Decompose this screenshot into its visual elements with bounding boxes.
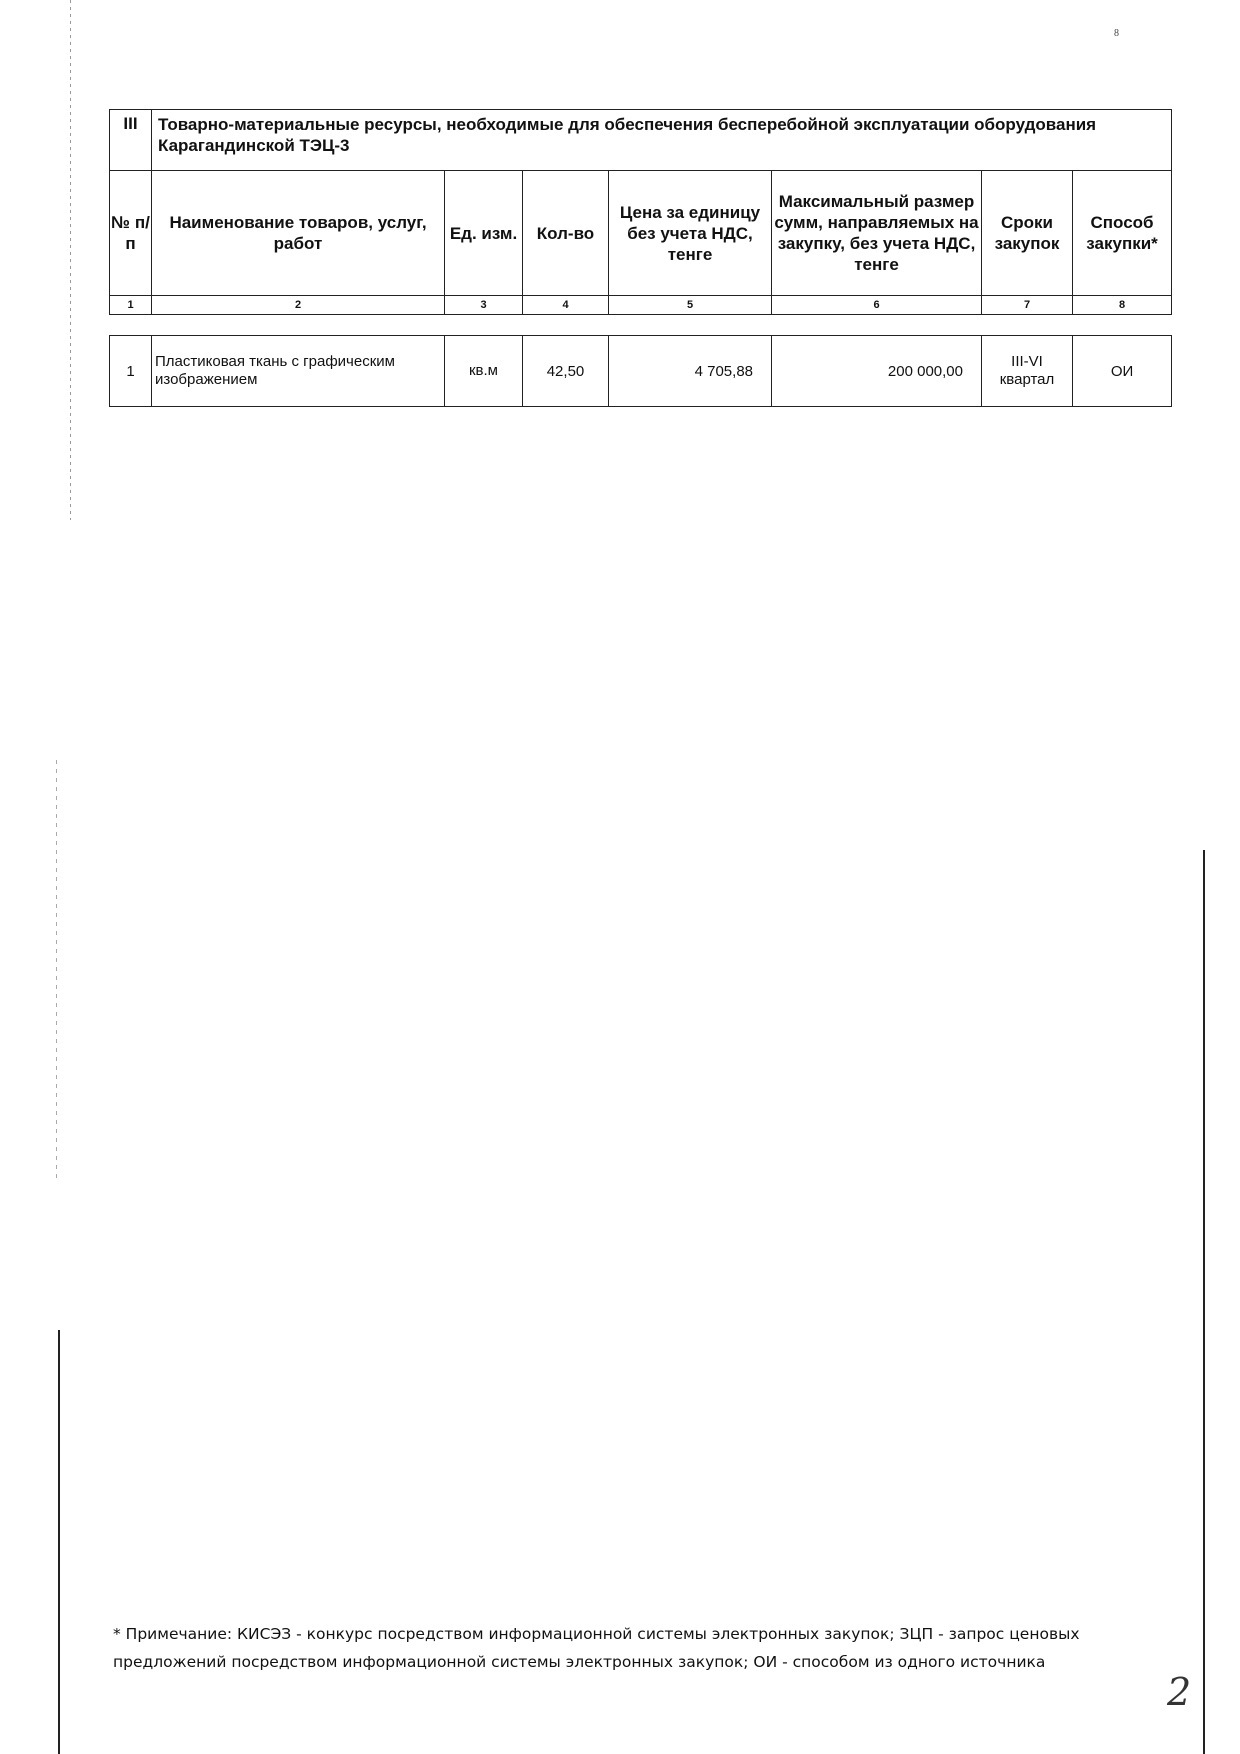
row-total: 200 000,00 xyxy=(772,336,982,407)
header-method: Способ закупки* xyxy=(1073,171,1172,296)
header-name: Наименование товаров, услуг, работ xyxy=(152,171,445,296)
section-header-row xyxy=(110,110,1172,171)
spacer-cell xyxy=(110,315,1172,336)
header-price: Цена за единицу без учета НДС, тенге xyxy=(609,171,772,296)
row-method: ОИ xyxy=(1073,336,1172,407)
binding-line xyxy=(56,760,57,1180)
table-row xyxy=(110,336,1172,407)
row-num: 1 xyxy=(110,336,152,407)
binding-line xyxy=(58,1330,60,1754)
binding-line xyxy=(70,0,71,520)
row-price: 4 705,88 xyxy=(609,336,772,407)
spacer-row xyxy=(110,315,1172,336)
header-unit: Ед. изм. xyxy=(445,171,523,296)
column-number: 5 xyxy=(609,296,772,315)
row-name: Пластиковая ткань с графическим изображением xyxy=(152,336,445,407)
column-number: 3 xyxy=(445,296,523,315)
section-title: Товарно-материальные ресурсы, необходимые для обеспечения бесперебойной эксплуатации оборудования Карагандинской ТЭЦ-3 xyxy=(152,110,1172,171)
column-number: 2 xyxy=(152,296,445,315)
footnote: * Примечание: КИСЭЗ - конкурс посредством информационной системы электронных закупок; ЗЦП - запрос ценовых предложений посредством информационной системы электронных закупок; ОИ - способом из одного источника xyxy=(113,1625,1080,1671)
column-number-row xyxy=(110,296,1172,315)
column-number: 8 xyxy=(1073,296,1172,315)
column-number: 6 xyxy=(772,296,982,315)
header-qty: Кол-во xyxy=(523,171,609,296)
column-number: 7 xyxy=(982,296,1073,315)
column-number: 4 xyxy=(523,296,609,315)
page-number: 2 xyxy=(1167,1670,1192,1714)
row-term: III-VI квартал xyxy=(982,336,1073,407)
page-mark: 8 xyxy=(1114,28,1119,39)
row-unit: кв.м xyxy=(445,336,523,407)
column-number: 1 xyxy=(110,296,152,315)
column-header-row xyxy=(110,171,1172,296)
header-term: Сроки закупок xyxy=(982,171,1073,296)
resources-table xyxy=(109,109,1172,407)
row-qty: 42,50 xyxy=(523,336,609,407)
scan-edge-line xyxy=(1203,850,1205,1754)
header-total: Максимальный размер сумм, направляемых на закупку, без учета НДС, тенге xyxy=(772,171,982,296)
section-number: III xyxy=(110,110,152,171)
header-num: № п/п xyxy=(110,171,152,296)
